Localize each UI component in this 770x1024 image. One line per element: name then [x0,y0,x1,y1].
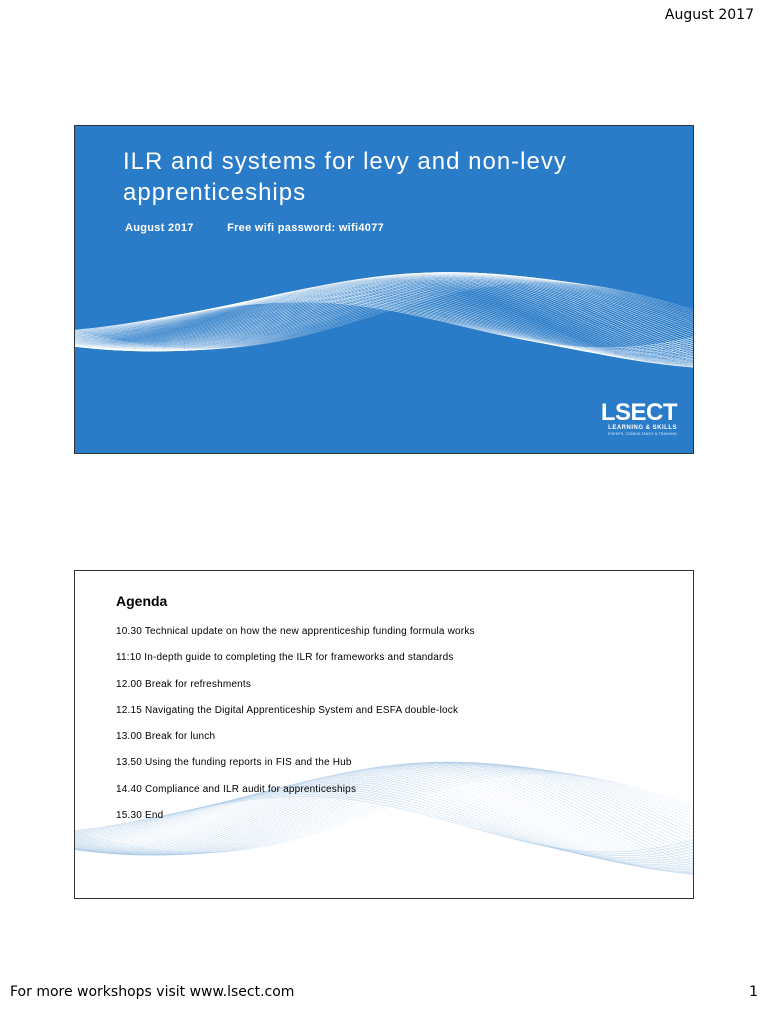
agenda-title: Agenda [116,593,168,609]
wifi-password: Free wifi password: wifi4077 [227,222,385,234]
logo-tagline: EVENTS, CONSULTANCY & TRAINING [608,432,677,436]
page-header-date: August 2017 [664,7,754,23]
agenda-list [116,626,475,836]
agenda-item: 12.00 Break for refreshments [116,678,252,690]
agenda-item: 12.15 Navigating the Digital Apprenticeship System and ESFA double-lock [116,704,459,716]
slide-date: August 2017 [125,222,194,234]
lsect-logo [581,401,677,437]
slide-meta [125,222,384,234]
logo-subtitle: LEARNING & SKILLS [608,425,677,431]
agenda-item: 11:10 In-depth guide to completing the ILR for frameworks and standards [116,652,454,664]
page-number: 1 [749,984,758,1000]
title-slide [74,125,694,454]
agenda-item: 13.00 Break for lunch [116,731,216,743]
slide-title: ILR and systems for levy and non-levy apprenticeships [123,148,567,206]
agenda-slide [74,570,694,899]
agenda-item: 14.40 Compliance and ILR audit for apprenticeships [116,783,357,795]
agenda-item: 15.30 End [116,810,164,822]
agenda-item: 13.50 Using the funding reports in FIS and the Hub [116,757,352,769]
wave-decoration [75,256,694,386]
logo-wordmark: LSECT [600,399,677,426]
agenda-item: 10.30 Technical update on how the new apprenticeship funding formula works [116,626,475,637]
footer-text: For more workshops visit www.lsect.com [10,984,295,1000]
